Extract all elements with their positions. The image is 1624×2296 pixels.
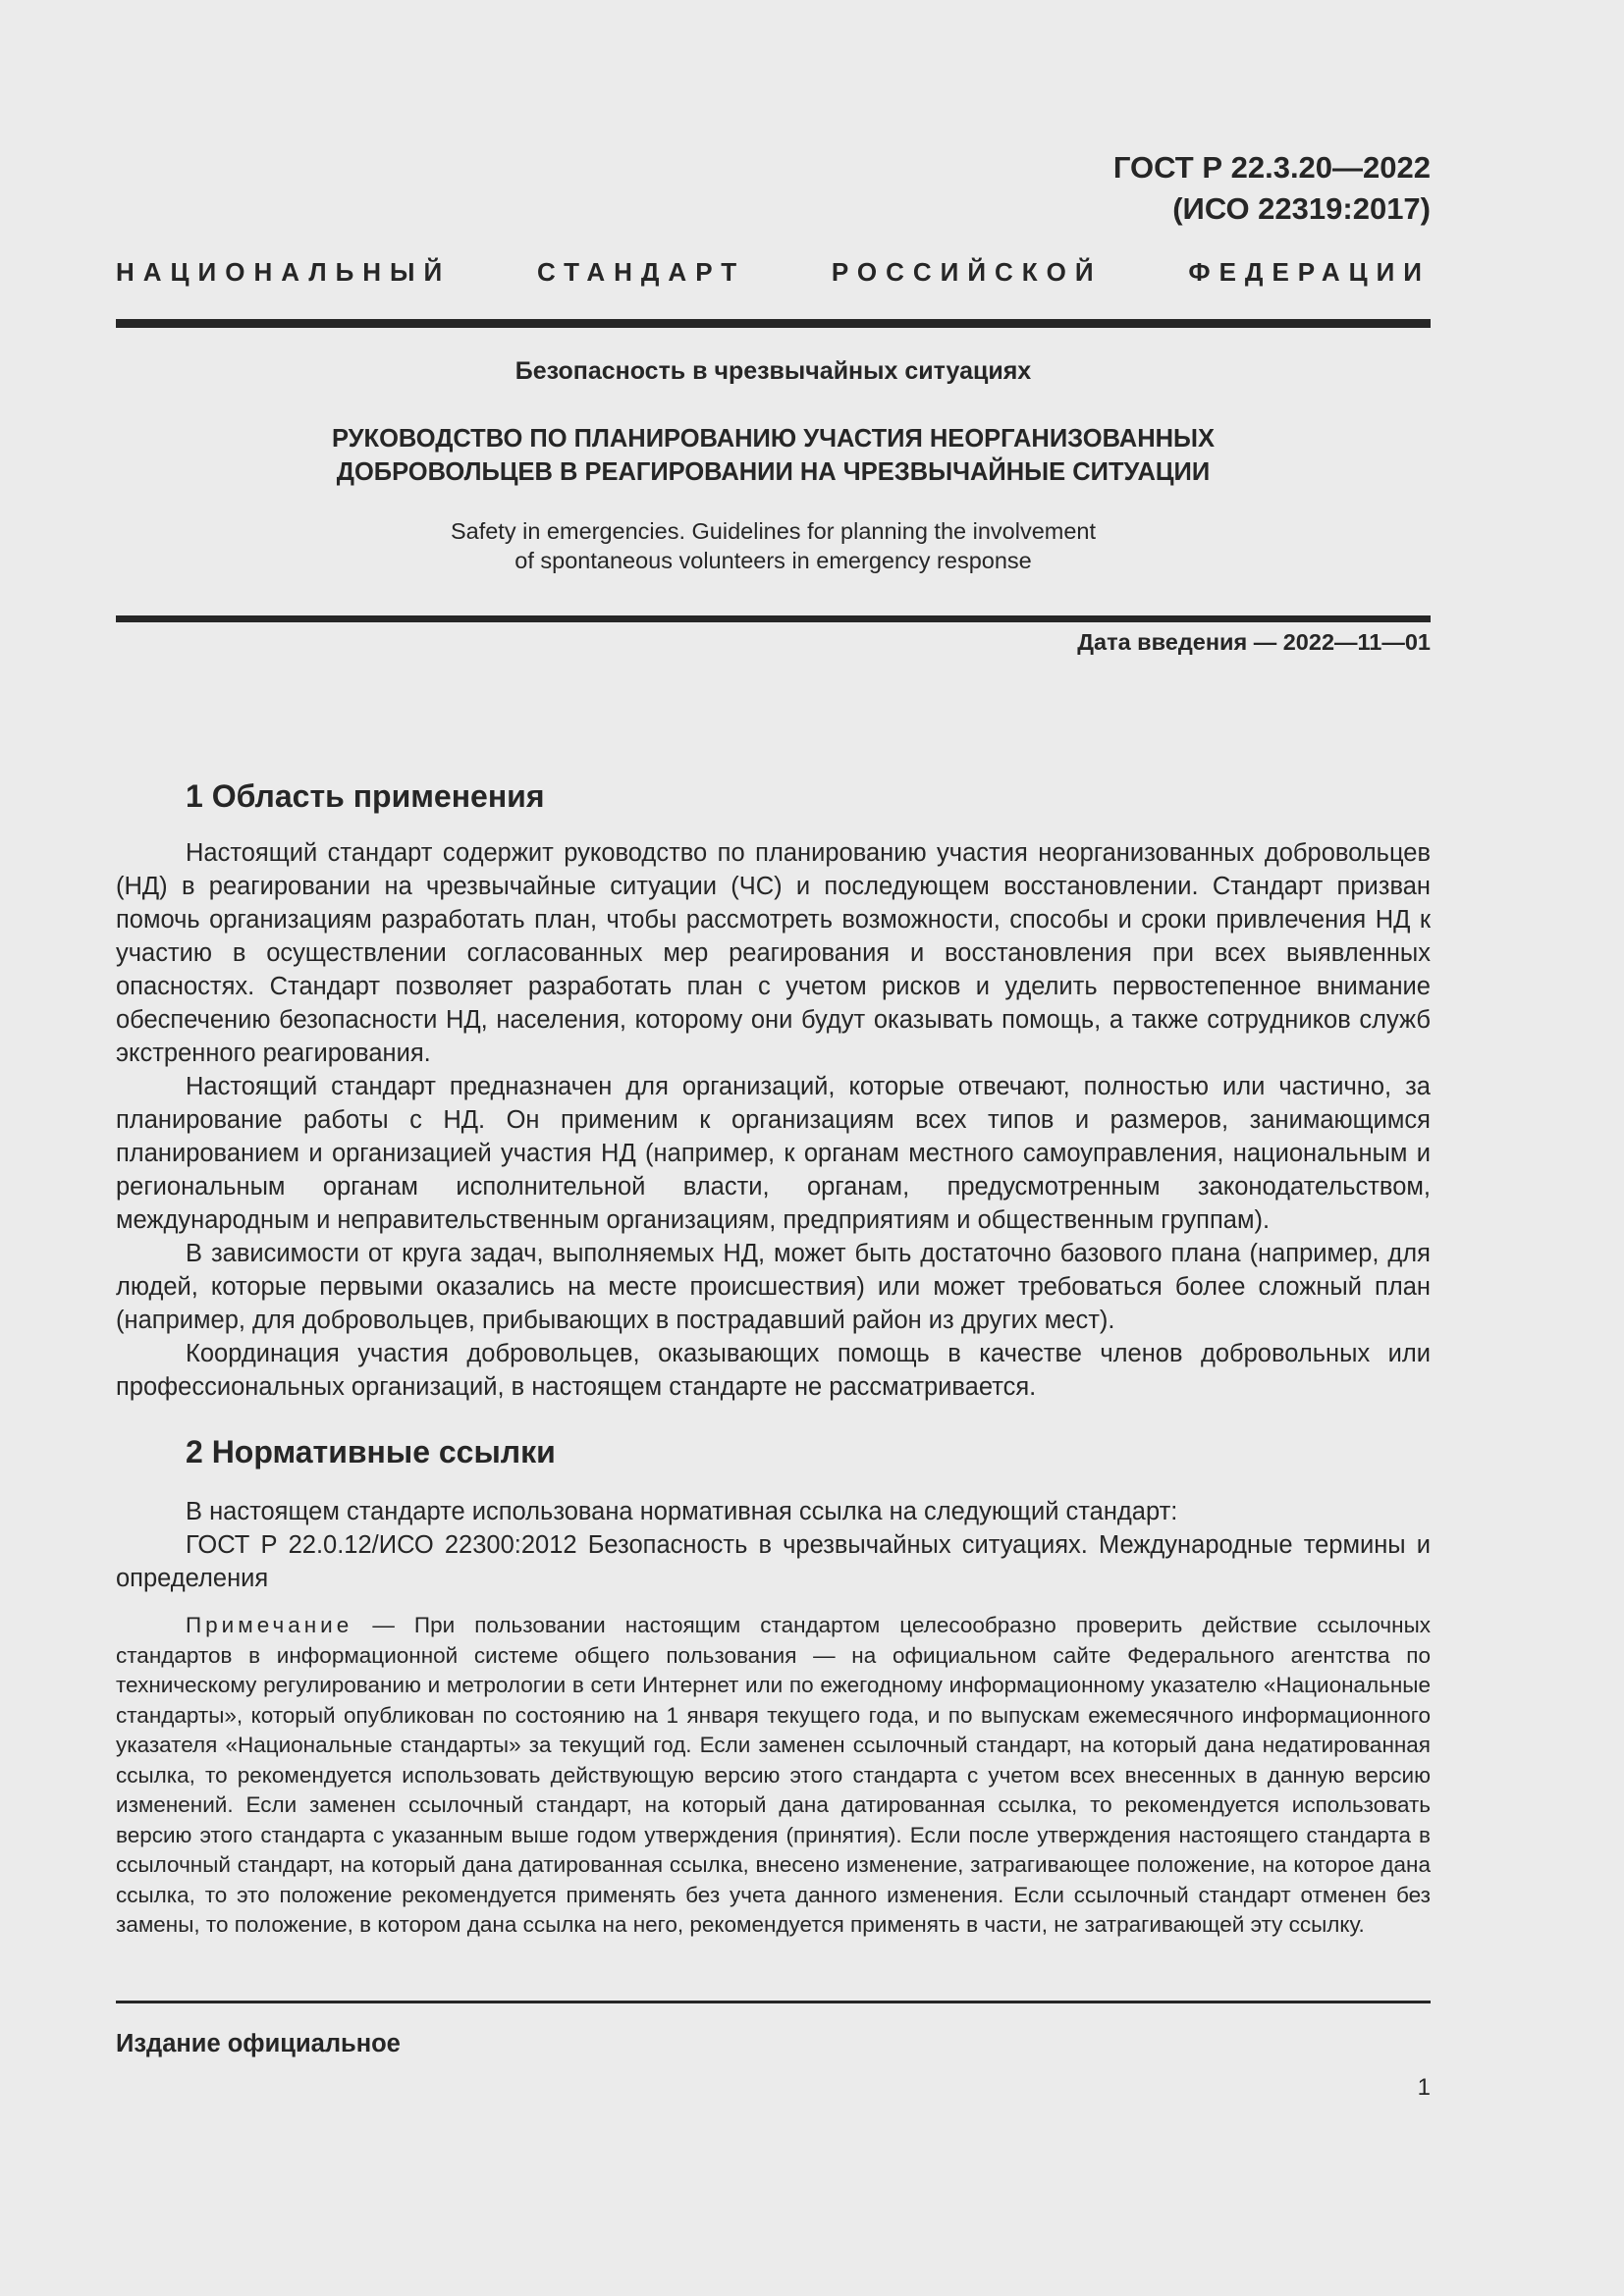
section-1-heading: 1 Область применения [186, 778, 545, 814]
section-2-body [116, 1495, 1431, 1595]
designation-iso: (ИСО 22319:2017) [1172, 191, 1431, 226]
paragraph: Настоящий стандарт предназначен для организаций, которые отвечают, полностью или частично, за планирование работы с НД. Он применим к организациям всех типов и размеров, занимающимся планированием и организацией участия НД (например, к органам местного самоуправления, национальным и региональным органам исполнительной власти, органам, предусмотренным законодательством, международным и неправительственным организациям, предприятиям и общественным группам). [116, 1073, 1431, 1234]
introduction-date: Дата введения — 2022—11—01 [1077, 629, 1431, 655]
paragraph: В настоящем стандарте использована нормативная ссылка на следующий стандарт: [186, 1498, 1178, 1525]
subject-heading: Безопасность в чрезвычайных ситуациях [514, 357, 1032, 385]
english-title-line-1: Safety in emergencies. Guidelines for planning the involvement [450, 518, 1097, 544]
title-line-1: РУКОВОДСТВО ПО ПЛАНИРОВАНИЮ УЧАСТИЯ НЕОРГАНИЗОВАННЫХ [331, 425, 1216, 453]
header-divider [116, 319, 1431, 328]
standard-designation [1113, 147, 1431, 230]
footer-divider [116, 2001, 1431, 2003]
english-title-line-2: of spontaneous volunteers in emergency response [514, 548, 1032, 573]
national-standard-banner: НАЦИОНАЛЬНЫЙ СТАНДАРТ РОССИЙСКОЙ ФЕДЕРАЦИИ [116, 257, 1431, 287]
paragraph: Координация участия добровольцев, оказывающих помощь в качестве членов добровольных или профессиональных организаций, в настоящем стандарте не рассматривается. [116, 1340, 1431, 1401]
paragraph: Настоящий стандарт содержит руководство по планированию участия неорганизованных добровольцев (НД) в реагировании на чрезвычайные ситуации (ЧС) и последующем восстановлении. Стандарт призван помочь организациям разработать план, чтобы рассмотреть возможности, способы и сроки привлечения НД к участию в осуществлении согласованных мер реагирования и восстановления при всех выявленных опасностях. Стандарт позволяет разработать план с учетом рисков и уделить первостепенное внимание обеспечению безопасности НД, населения, которому они будут оказывать помощь, а также сотрудников служб экстренного реагирования. [116, 839, 1431, 1067]
note-text: — При пользовании настоящим стандартом целесообразно проверить действие ссылочных стандартов в информационной системе общего пользования — на официальном сайте Федерального агентства по техническому регулированию и метрологии в сети Интернет или по ежегодному информационному указателю «Национальные стандарты», который опубликован по состоянию на 1 января текущего года, и по выпускам ежемесячного информационного указателя «Национальные стандарты» за текущий год. Если заменен ссылочный стандарт, на который дана недатированная ссылка, то рекомендуется использовать действующую версию этого стандарта с учетом всех внесенных в данную версию изменений. Если заменен ссылочный стандарт, на который дана датированная ссылка, то рекомендуется использовать версию этого стандарта с указанным выше годом утверждения (принятия). Если после утверждения настоящего стандарта в ссылочный стандарт, на который дана датированная ссылка, внесено изменение, затрагивающее положение, на которое дана ссылка, то это положение рекомендуется применять без учета данного изменения. Если ссылочный стандарт отменен без замены, то положение, в котором дана ссылка на него, рекомендуется применять в части, не затрагивающей эту ссылку. [116, 1613, 1431, 1937]
section-2-heading: 2 Нормативные ссылки [186, 1434, 556, 1469]
edition-label: Издание официальное [116, 2030, 401, 2057]
title-line-2: ДОБРОВОЛЬЦЕВ В РЕАГИРОВАНИИ НА ЧРЕЗВЫЧАЙНЫЕ СИТУАЦИИ [336, 458, 1211, 486]
english-title [116, 516, 1431, 575]
note-label: Примечание [186, 1613, 353, 1637]
document-title [116, 422, 1431, 489]
note-paragraph [116, 1611, 1431, 1941]
document-page [116, 0, 1431, 2296]
paragraph: В зависимости от круга задач, выполняемых НД, может быть достаточно базового плана (например, для людей, которые первыми оказались на месте происшествия) или может требоваться более сложный план (например, для добровольцев, прибывающих в пострадавший район из других мест). [116, 1240, 1431, 1334]
page-number: 1 [1417, 2074, 1431, 2101]
title-divider [116, 615, 1431, 622]
section-1-body [116, 836, 1431, 1404]
note [116, 1611, 1431, 1941]
designation-gost: ГОСТ Р 22.3.20—2022 [1112, 150, 1431, 185]
normative-reference: ГОСТ Р 22.0.12/ИСО 22300:2012 Безопасность в чрезвычайных ситуациях. Международные термины и определения [116, 1531, 1431, 1592]
